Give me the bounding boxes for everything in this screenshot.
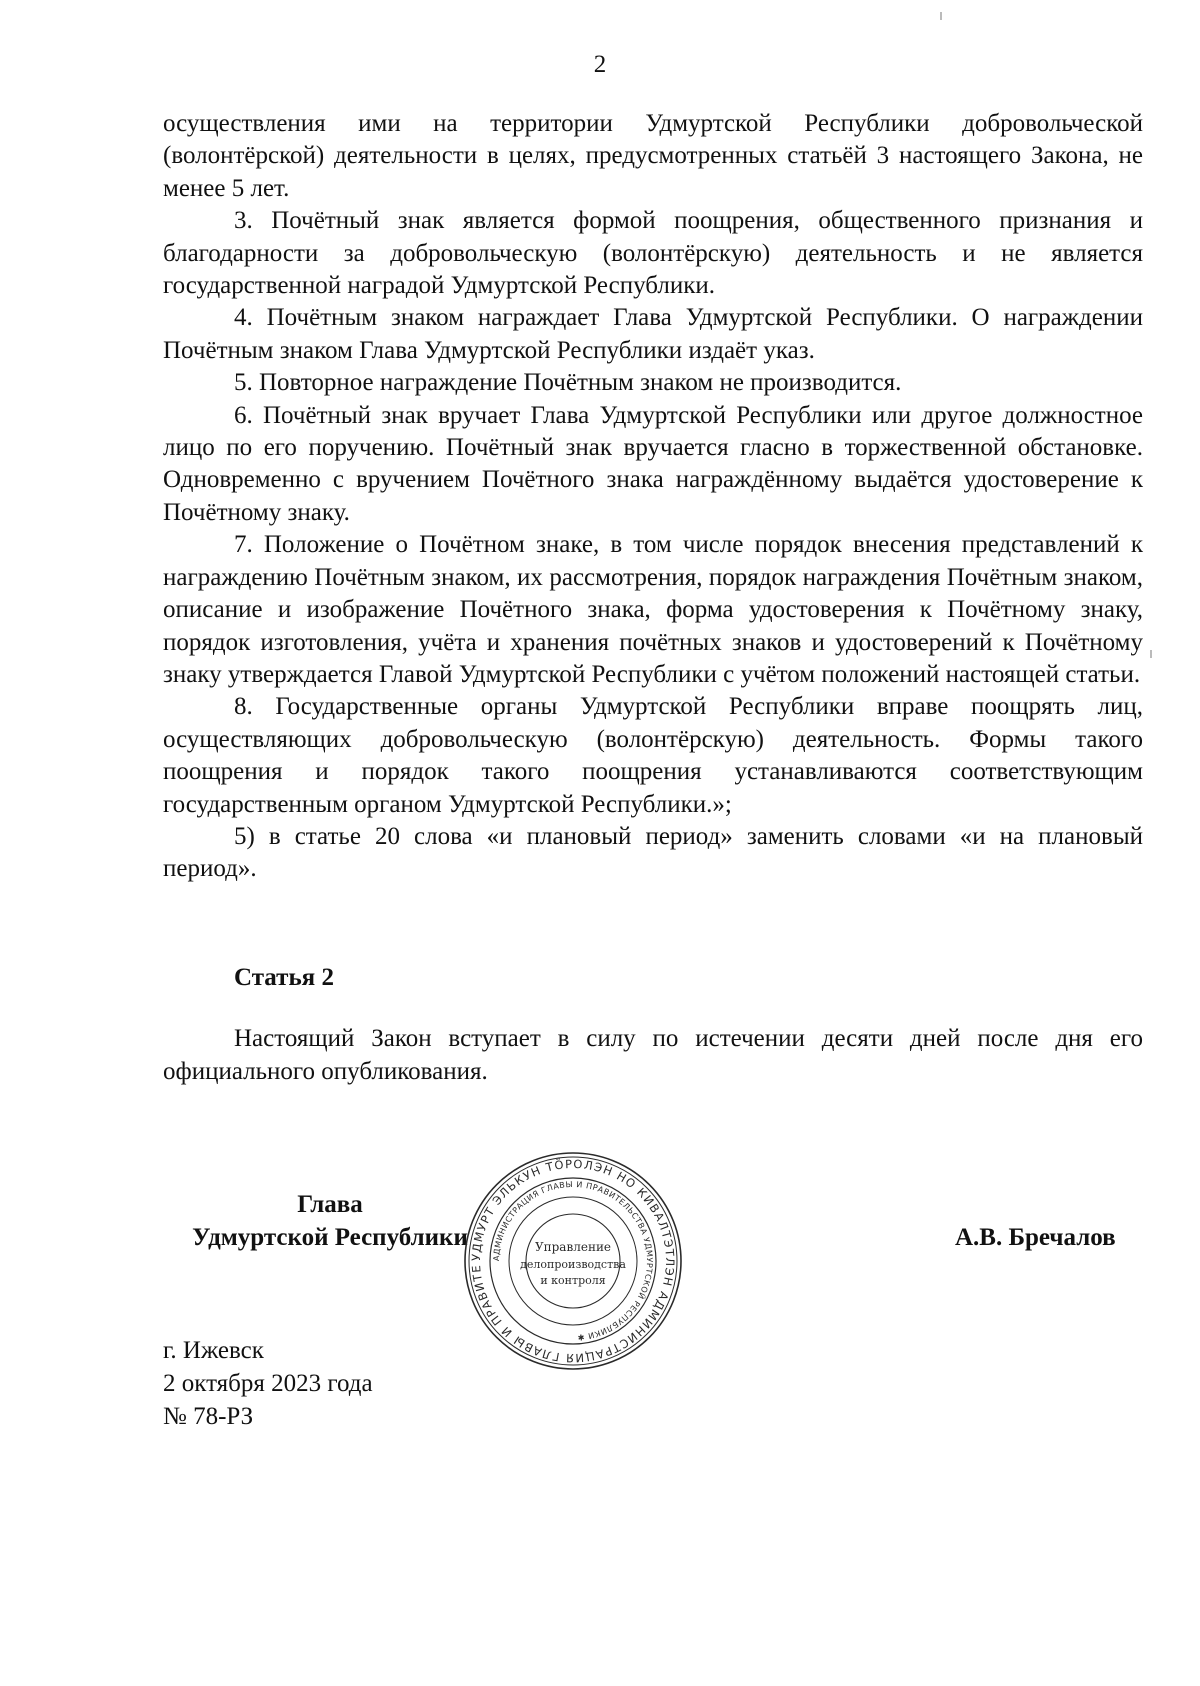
signer-title-line2: Удмуртской Республики <box>192 1224 468 1251</box>
scan-artifact <box>1150 650 1152 658</box>
seal-center-line2: делопроизводства <box>520 1258 626 1271</box>
scan-artifact <box>940 12 942 20</box>
seal-outer-ring-text: УДМУРТ ЭЛЬКУН ТӦРОЛЭН НО КИВАЛТЭТЛЭН АДМИНИСТРАЦИЯ ГЛАВЫ И ПРАВИТЕ <box>468 1156 678 1366</box>
signing-city: г. Ижевск <box>163 1337 264 1364</box>
paragraph-item-4: 4. Почётным знаком награждает Глава Удмуртской Республики. О награждении Почётным знаком Глава Удмуртской Республики издаёт указ. <box>163 304 1143 364</box>
paragraph-item-8: 8. Государственные органы Удмуртской Республики вправе поощрять лиц, осуществляющих добровольческую (волонтёрскую) деятельность. Формы такого поощрения и порядок такого поощрения устанавливаются соответствующим государственным органом Удмуртской Республики.»; <box>163 693 1143 818</box>
seal-center-line3: и контроля <box>540 1274 606 1287</box>
signing-date: 2 октября 2023 года <box>163 1370 373 1397</box>
paragraph-item-6: 6. Почётный знак вручает Глава Удмуртской Республики или другое должностное лицо по его поручению. Почётный знак вручается гласно в торжественной обстановке. Одновременно с вручением Почётного знака награждённому выдаётся удостоверение к Почётному знаку. <box>163 401 1143 526</box>
signer-title <box>170 1188 490 1254</box>
paragraph-continuation: осуществления ими на территории Удмуртской Республики добровольческой (волонтёрской) деятельности в целях, предусмотренных статьёй 3 настоящего Закона, не менее 5 лет. <box>163 110 1143 202</box>
place-and-date-block <box>163 1334 373 1433</box>
signer-title-line1: Глава <box>297 1191 363 1218</box>
law-body-text <box>163 108 1143 886</box>
paragraph-amendment-5: 5) в статье 20 слова «и плановый период» заменить словами «и на плановый период». <box>163 822 1143 883</box>
law-number: № 78-РЗ <box>163 1403 254 1430</box>
paragraph-item-7: 7. Положение о Почётном знаке, в том числе порядок внесения представлений к награждению Почётным знаком, их рассмотрения, порядок награждения Почётным знаком, описание и изображение Почётного знака, форма удостоверения к Почётному знаку, порядок изготовления, учёта и хранения почётных знаков и удостоверений к Почётному знаку утверждается Главой Удмуртской Республики с учётом положений настоящей статьи. <box>163 531 1143 688</box>
page-number: 2 <box>593 51 607 78</box>
paragraph-item-3: 3. Почётный знак является формой поощрения, общественного признания и благодарности за добровольческую (волонтёрскую) деятельность и не является государственной наградой Удмуртской Республики. <box>163 207 1143 300</box>
article-2-body <box>163 1022 1143 1088</box>
paragraph-item-5: 5. Повторное награждение Почётным знаком не производится. <box>234 369 902 397</box>
seal-inner-ring-text: АДМИНИСТРАЦИЯ ГЛАВЫ И ПРАВИТЕЛЬСТВА УДМУРТСКОЙ РЕСПУБЛИКИ ✱ <box>491 1179 655 1342</box>
seal-graphic <box>462 1150 684 1372</box>
signer-name: А.В. Бречалов <box>955 1224 1116 1251</box>
seal-center-line1: Управление <box>534 1240 612 1254</box>
official-seal <box>462 1150 684 1372</box>
article-2-heading: Статья 2 <box>234 964 334 991</box>
article-2-text: Настоящий Закон вступает в силу по истечении десяти дней после дня его официального опубликования. <box>163 1025 1143 1085</box>
